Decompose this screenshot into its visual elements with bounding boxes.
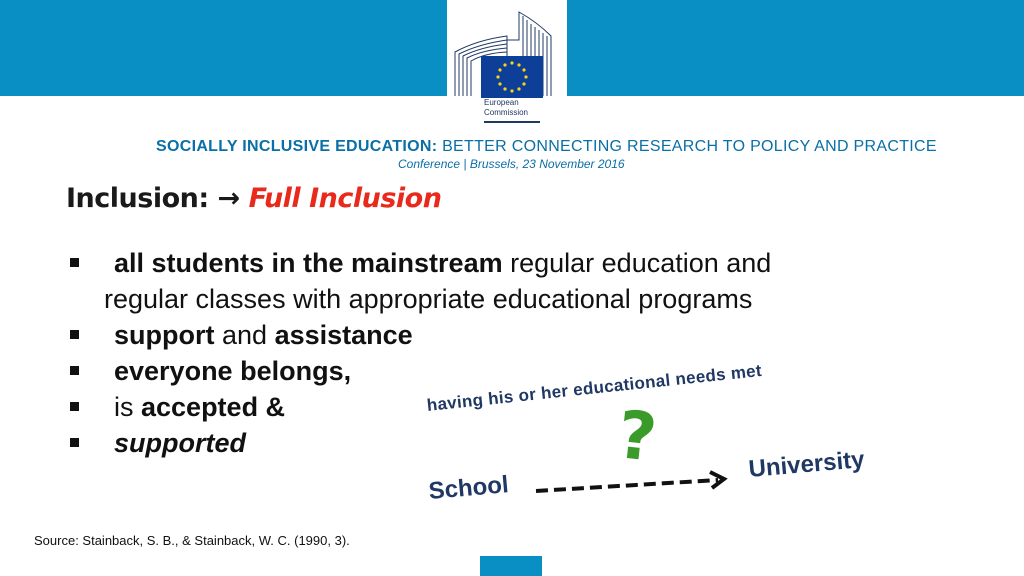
bullet-2-bold2: assistance bbox=[274, 320, 413, 350]
bullet-1-line2: regular classes with appropriate educational programs bbox=[104, 284, 753, 314]
org-name-line1: European bbox=[484, 98, 519, 107]
bullet-square-icon bbox=[70, 330, 79, 339]
dashed-arrow-icon bbox=[532, 466, 732, 496]
bottom-accent-tab bbox=[480, 556, 542, 576]
university-label: University bbox=[747, 445, 866, 484]
conference-title bbox=[156, 138, 937, 156]
school-label: School bbox=[427, 471, 510, 506]
heading-prefix: Inclusion: bbox=[66, 183, 218, 214]
bullet-5-bold-italic: supported bbox=[114, 428, 246, 458]
bullet-2-text: and bbox=[214, 320, 275, 350]
question-mark: ? bbox=[614, 396, 661, 477]
arrow-icon: → bbox=[217, 183, 240, 214]
educational-needs-text: having his or her educational needs met bbox=[425, 360, 763, 416]
source-citation: Source: Stainback, S. B., & Stainback, W. C. (1990, 3). bbox=[34, 533, 350, 548]
commission-building-icon bbox=[447, 0, 567, 98]
bullet-2-bold: support bbox=[114, 320, 215, 350]
commission-wordmark bbox=[484, 98, 528, 118]
bullet-4-text: is bbox=[114, 392, 141, 422]
slide-heading bbox=[66, 183, 441, 214]
list-item bbox=[70, 317, 870, 353]
conference-title-rest: BETTER CONNECTING RESEARCH TO POLICY AND PRACTICE bbox=[437, 138, 937, 155]
heading-accent: Full Inclusion bbox=[248, 183, 442, 214]
bullet-square-icon bbox=[70, 402, 79, 411]
bullet-1-text: regular education and bbox=[502, 248, 772, 278]
list-item bbox=[70, 245, 870, 317]
org-name-line2: Commission bbox=[484, 108, 529, 117]
conference-subtitle: Conference | Brussels, 23 November 2016 bbox=[398, 157, 625, 171]
bullet-3-bold: everyone belongs, bbox=[114, 356, 352, 386]
bullet-square-icon bbox=[70, 438, 79, 447]
bullet-1-bold: all students in the mainstream bbox=[114, 248, 503, 278]
bullet-list bbox=[70, 245, 870, 461]
wordmark-underline bbox=[484, 121, 540, 123]
bullet-4-bold: accepted & bbox=[141, 392, 286, 422]
conference-title-bold: SOCIALLY INCLUSIVE EDUCATION: bbox=[156, 138, 438, 155]
bullet-square-icon bbox=[70, 258, 79, 267]
bullet-square-icon bbox=[70, 366, 79, 375]
